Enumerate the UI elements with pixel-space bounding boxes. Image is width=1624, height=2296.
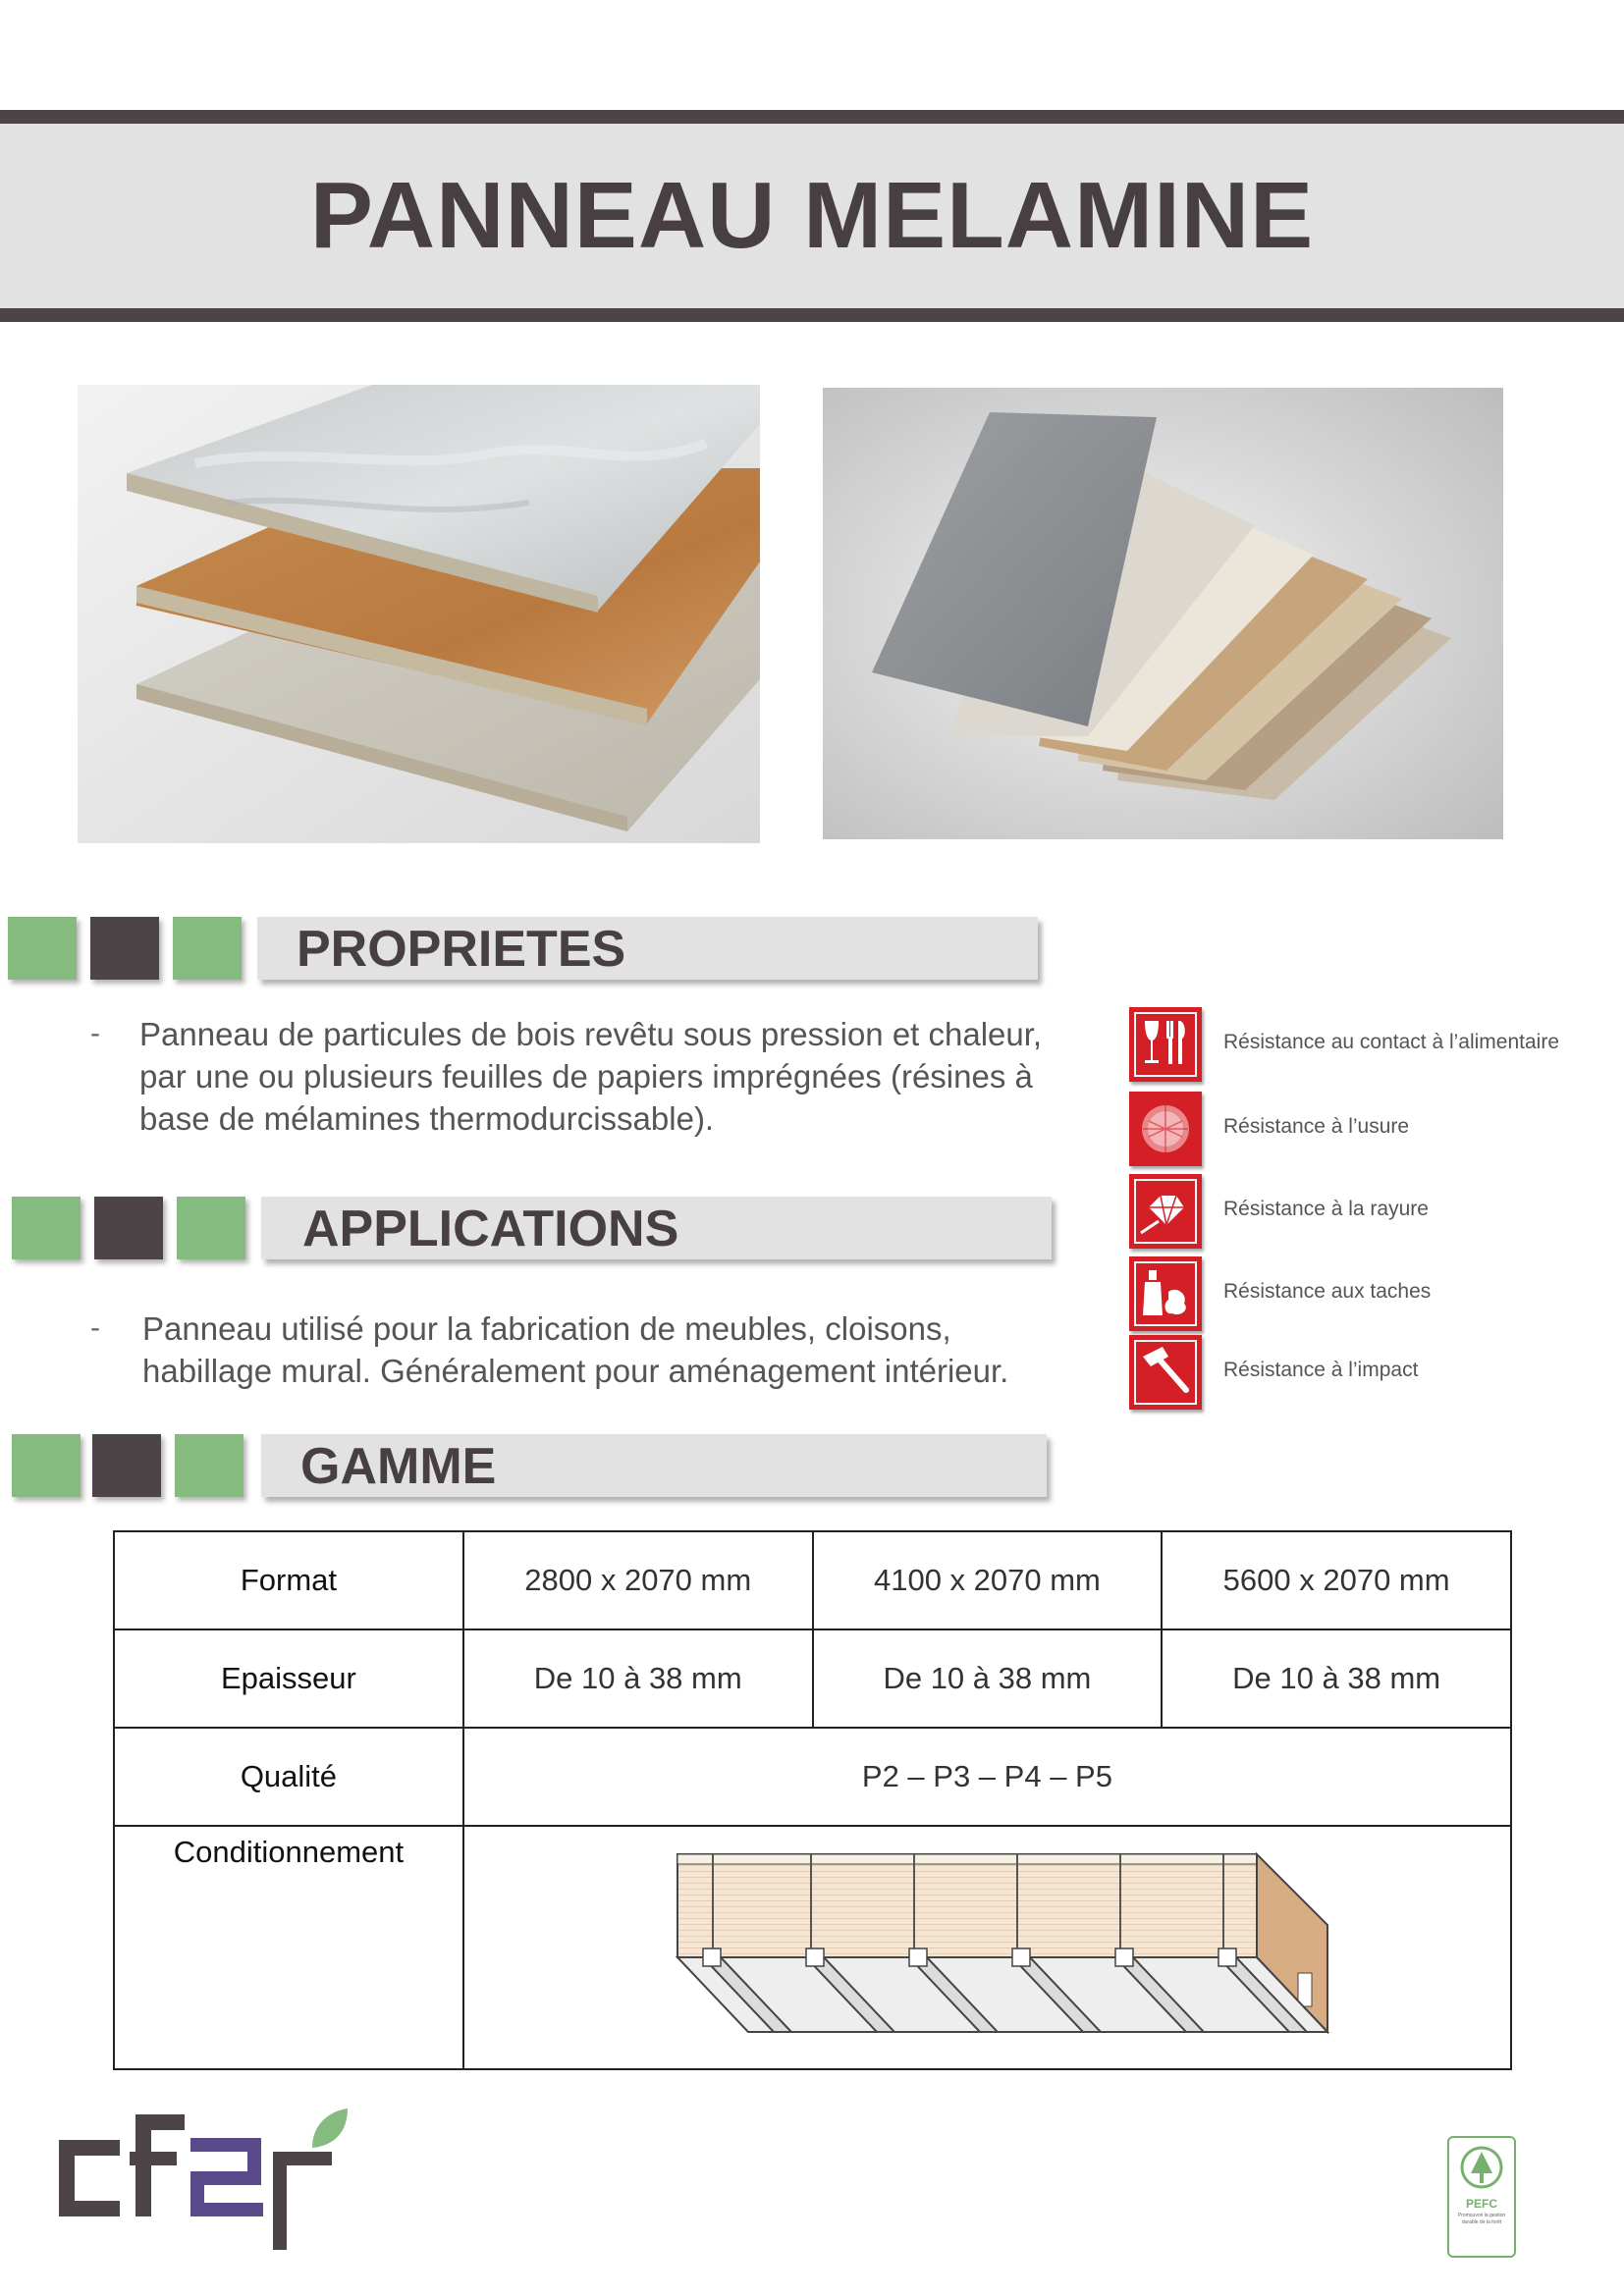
proprietes-text: Panneau de particules de bois revêtu sous pression et chaleur, par une ou plusieurs feuilles de papiers imprégnées (résines à base de mélamines thermodurcissable). <box>139 1016 1043 1137</box>
wear-texture-icon <box>1129 1092 1202 1166</box>
table-cell: De 10 à 38 mm <box>463 1629 813 1728</box>
resistance-wear <box>1129 1092 1620 1166</box>
table-cell: 2800 x 2070 mm <box>463 1531 813 1629</box>
diamond-scratch-icon <box>1129 1174 1202 1249</box>
resistance-scratch <box>1129 1174 1620 1249</box>
dark-square <box>90 917 159 980</box>
pefc-text: PEFC <box>1465 2197 1497 2211</box>
resistance-label: Résistance au contact à l’alimentaire <box>1223 1031 1560 1053</box>
dark-square <box>94 1197 163 1259</box>
stain-bottle-icon <box>1129 1256 1202 1331</box>
section-header-applications <box>0 1197 1060 1275</box>
resistance-impact <box>1129 1335 1620 1410</box>
page-title: PANNEAU MELAMINE <box>309 163 1315 268</box>
row-label: Epaisseur <box>114 1629 463 1728</box>
section-title: APPLICATIONS <box>302 1201 679 1257</box>
table-row <box>114 1728 1511 1826</box>
green-square <box>12 1197 81 1259</box>
resistance-label: Résistance à l’impact <box>1223 1359 1419 1381</box>
pefc-logo <box>1447 2136 1516 2258</box>
green-square <box>173 917 242 980</box>
green-square <box>8 917 77 980</box>
row-label: Conditionnement <box>114 1826 463 2069</box>
table-row <box>114 1531 1511 1629</box>
row-label: Format <box>114 1531 463 1629</box>
resistance-stains <box>1129 1256 1620 1331</box>
green-square <box>12 1434 81 1497</box>
applications-text: Panneau utilisé pour la fabrication de meubles, cloisons, habillage mural. Généralement pour aménagement intérieur. <box>142 1310 1009 1389</box>
resistance-label: Résistance à la rayure <box>1223 1198 1429 1220</box>
table-cell: De 10 à 38 mm <box>813 1629 1163 1728</box>
section-title: PROPRIETES <box>297 921 626 978</box>
table-cell: De 10 à 38 mm <box>1162 1629 1511 1728</box>
table-cell: 5600 x 2070 mm <box>1162 1531 1511 1629</box>
row-label: Qualité <box>114 1728 463 1826</box>
table-row <box>114 1629 1511 1728</box>
table-cell: 4100 x 2070 mm <box>813 1531 1163 1629</box>
header-bottom-bar <box>0 308 1624 322</box>
resistance-label: Résistance aux taches <box>1223 1280 1432 1303</box>
resistance-food <box>1129 1007 1620 1082</box>
dark-square <box>92 1434 161 1497</box>
cf2p-logo <box>55 2101 350 2258</box>
fanned-melamine-samples-photo <box>823 388 1503 839</box>
header-top-bar <box>0 110 1624 124</box>
section-header-proprietes <box>0 917 1060 995</box>
pefc-subtext: Promouvoir la gestion durable de la forêt <box>1457 2213 1506 2225</box>
green-square <box>175 1434 244 1497</box>
section-header-gamme <box>0 1434 1060 1513</box>
fork-knife-glass-icon <box>1129 1007 1202 1082</box>
hammer-impact-icon <box>1129 1335 1202 1410</box>
section-title: GAMME <box>300 1438 497 1495</box>
bullet-dash: - <box>90 1311 100 1344</box>
green-square <box>177 1197 245 1259</box>
resistance-label: Résistance à l’usure <box>1223 1115 1410 1138</box>
bullet-dash: - <box>90 1017 100 1049</box>
stacked-melamine-boards-photo <box>78 385 760 843</box>
tree-icon <box>1449 2138 1514 2195</box>
panel-package-illustration <box>674 1850 1331 2042</box>
table-cell: P2 – P3 – P4 – P5 <box>463 1728 1511 1826</box>
